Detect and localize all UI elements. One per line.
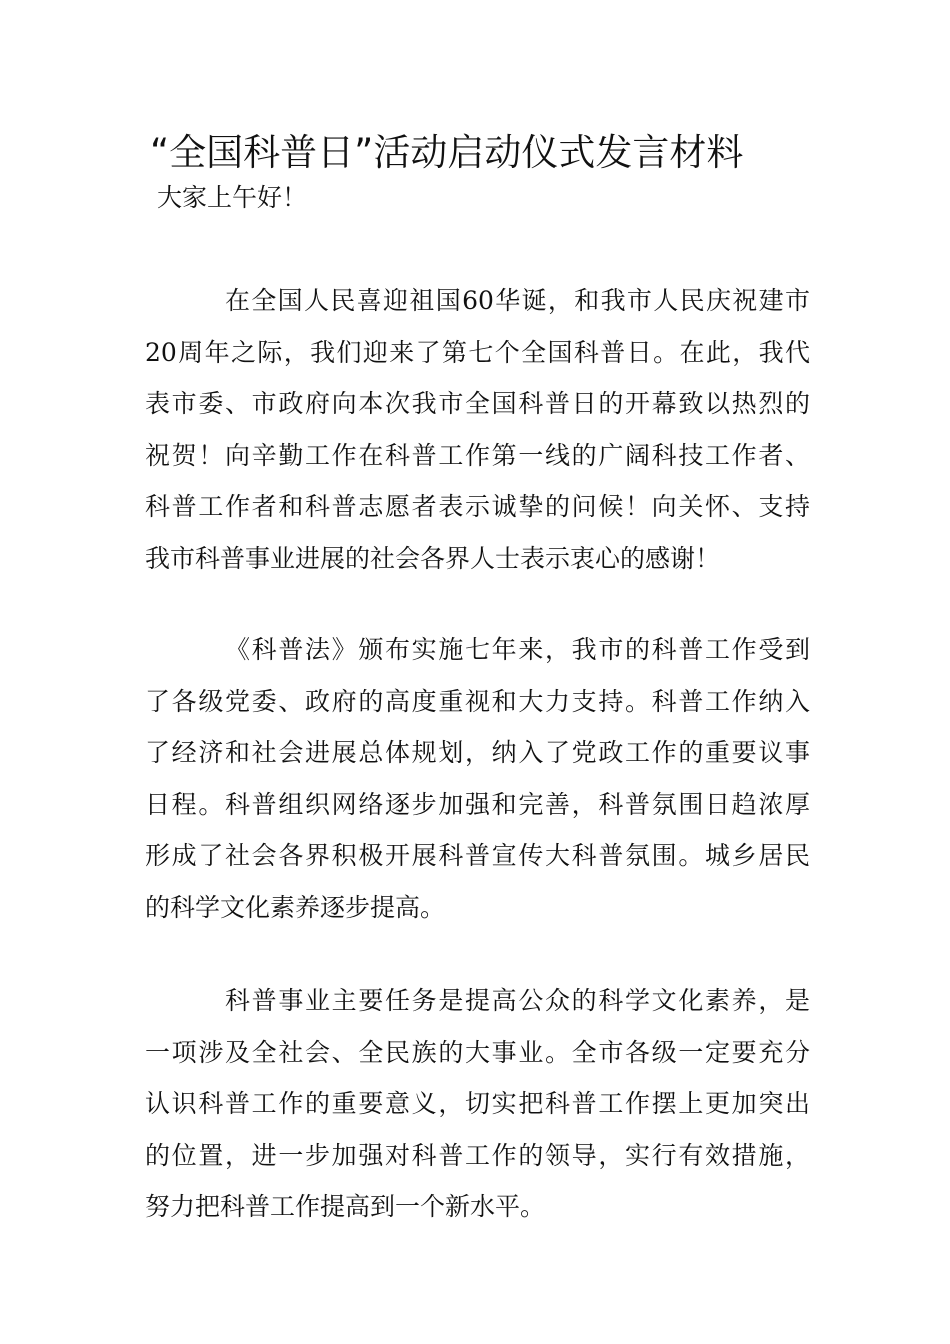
paragraph-line: 了经济和社会进展总体规划，纳入了党政工作的重要议事 bbox=[145, 738, 810, 767]
paragraph-line: 《科普法》颁布实施七年来，我市的科普工作受到 bbox=[225, 635, 810, 664]
paragraph-line: 了各级党委、政府的高度重视和大力支持。科普工作纳入 bbox=[145, 686, 810, 716]
paragraph-1 bbox=[145, 275, 810, 584]
paragraph-line: 的位置，进一步加强对科普工作的领导，实行有效措施， bbox=[145, 1140, 810, 1170]
paragraph-line: 表市委、市政府向本次我市全国科普日的开幕致以热烈的 bbox=[145, 389, 810, 418]
paragraph-line: 认识科普工作的重要意义，切实把科普工作摆上更加突出 bbox=[145, 1089, 810, 1118]
paragraph-line: 我市科普事业进展的社会各界人士表示衷心的感谢！ bbox=[145, 543, 721, 573]
paragraph-line: 20周年之际，我们迎来了第七个全国科普日。在此，我代 bbox=[145, 337, 810, 367]
paragraph-3 bbox=[145, 975, 810, 1233]
paragraph-line: 在全国人民喜迎祖国60华诞，和我市人民庆祝建市 bbox=[225, 286, 810, 315]
greeting: 大家上午好！ bbox=[157, 183, 308, 212]
paragraph-line: 日程。科普组织网络逐步加强和完善，科普氛围日趋浓厚 bbox=[145, 789, 810, 819]
paragraph-line: 科普事业主要任务是提高公众的科学文化素养，是 bbox=[225, 986, 810, 1015]
paragraph-line: 努力把科普工作提高到一个新水平。 bbox=[145, 1192, 546, 1221]
paragraph-line: 一项涉及全社会、全民族的大事业。全市各级一定要充分 bbox=[145, 1037, 810, 1067]
paragraph-line: 的科学文化素养逐步提高。 bbox=[145, 892, 446, 922]
paragraph-line: 形成了社会各界积极开展科普宣传大科普氛围。城乡居民 bbox=[145, 841, 810, 870]
paragraph-line: 祝贺！向辛勤工作在科普工作第一线的广阔科技工作者、 bbox=[145, 440, 810, 470]
document-title: “全国科普日”活动启动仪式发言材料 bbox=[150, 131, 744, 174]
paragraph-line: 科普工作者和科普志愿者表示诚挚的问候！向关怀、支持 bbox=[145, 492, 810, 521]
paragraph-2 bbox=[145, 624, 810, 933]
